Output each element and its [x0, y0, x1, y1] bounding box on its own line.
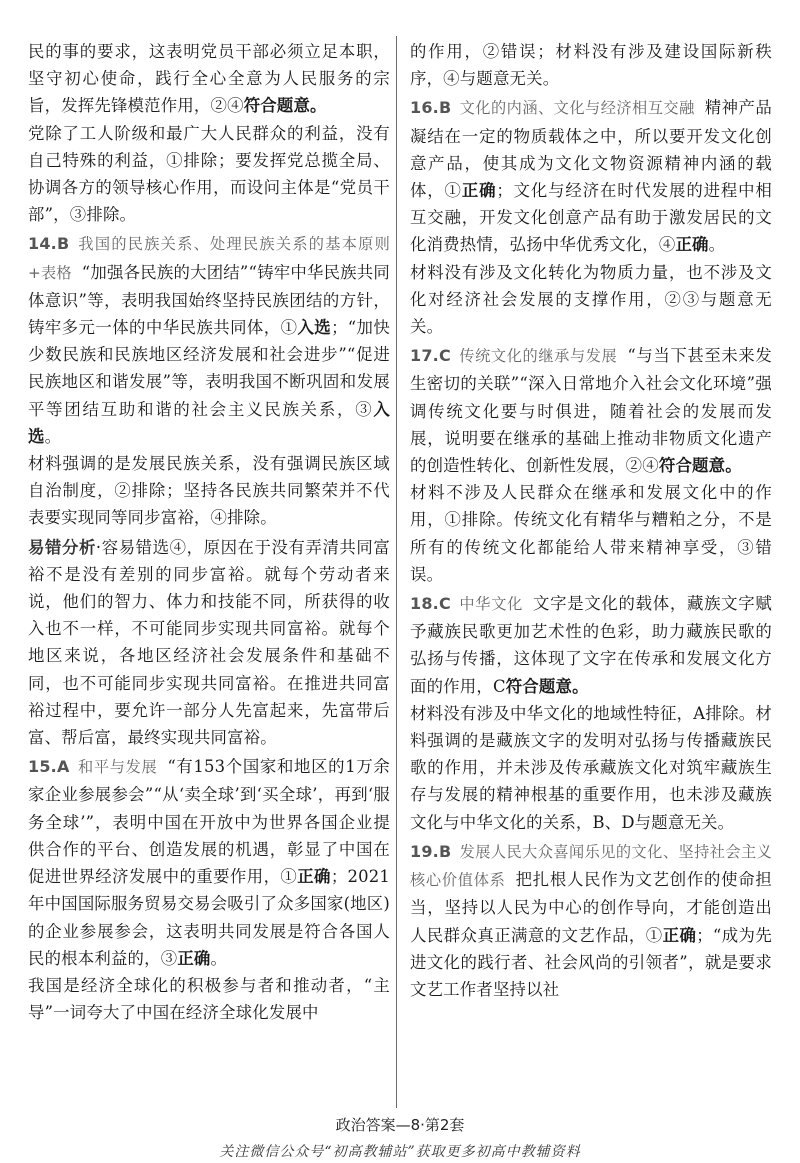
error-analysis-text: ·容易错选④，原因在于没有弄清共同富裕不是没有差别的同步富裕。就每个劳动者来说，他们的智力、体力和技能不同，所获得的收入也不一样，不可能同步实现共同富裕。就每个地区来说，各地区经济社会发展条件和基础不同，也不可能同步实现共同富裕。在推进共同富裕过程中，要允许一部分人先富起来，先富带后富、帮后富，最终实现共同富裕。 [28, 537, 390, 748]
q16-verdict-1: 正确 [461, 181, 497, 201]
q16-knowledge-point: 文化的内涵、文化与经济相互交融 [459, 99, 695, 118]
q19-knowledge-point: 发展人民大众喜闻乐见的文化、坚持社会主义核心价值体系 [410, 842, 772, 890]
q15-text-2: ；2021年中国国际服务贸易交易会吸引了众多国家(地区)的企业参展参会，这表明共同发展是符合各国人民的根本利益的，③ [28, 867, 390, 968]
q19-answer [410, 838, 772, 1003]
q14-text-1: “加强各民族的大团结”“铸牢中华民族共同体意识”等，表明我国始终坚持民族团结的方针，铸牢多元一体的中华民族共同体，① [28, 262, 391, 338]
q15-verdict-1: 正确 [297, 867, 331, 887]
q14-answer [28, 230, 390, 450]
error-analysis-label: 易错分析 [28, 537, 96, 557]
q18-verdict-1: 符合题意。 [505, 676, 589, 696]
q16-number: 16.B [410, 98, 452, 118]
q14-number: 14.B [28, 234, 70, 254]
q14-text-2: ；“加快少数民族和民族地区经济发展和社会进步”“促进民族地区和谐发展”等，表明我国不断巩固和发展平等团结互助和谐的社会主义民族关系，③ [28, 318, 390, 419]
q19-number: 19.B [410, 841, 452, 861]
q15-continued: 的作用，②错误；材料没有涉及建设国际新秩序，④与题意无关。 [410, 42, 772, 89]
q17-answer [410, 342, 772, 479]
q15-analysis: 我国是经济全球化的积极参与者和推动者，“主导”一词夸大了中国在经济全球化发展中 [28, 975, 390, 1023]
q18-answer [410, 590, 772, 700]
q17-text-1: “与当下甚至未来发生密切的关联”“深入日常地介入社会文化环境”强调传统文化要与时俱进，随着社会的发展而发展，说明要在继承的基础上推动非物质文化遗产的创造性转化、创新性发展，②④ [410, 346, 772, 476]
q15-text-3: 。 [210, 948, 228, 968]
q15-answer [28, 753, 390, 972]
q18-analysis: 材料没有涉及中华文化的地域性特征，A排除。材料强调的是藏族文字的发明对弘扬与传播藏族民歌的作用，并未涉及传承藏族文化对筑牢藏族生存与发展的精神根基的重要作用，也未涉及藏族文化与中华文化的关系，B、D与题意无关。 [410, 703, 772, 832]
q14-error-analysis [28, 534, 390, 752]
q17-knowledge-point: 传统文化的继承与发展 [458, 347, 618, 366]
promo-note: 关注微信公众号“初高教辅站”获取更多初高中教辅资料 [219, 1144, 581, 1160]
q13-analysis: 党除了工人阶级和最广大人民群众的利益，没有自己特殊的利益，①排除；要发挥党总揽全局、协调各方的领导核心作用，而设问主体是“党员干部”，③排除。 [28, 123, 390, 225]
q13-text: 民的事的要求，这表明党员干部必须立足本职，坚守初心使命，践行全心全意为人民服务的宗旨，发挥先锋模范作用，②④ [28, 42, 390, 116]
page-footer: 政治答案—8·第2套 [335, 1116, 465, 1134]
q16-text-1: 精神产品凝结在一定的物质载体之中，所以要开发文化创意产品，使其成为文化文物资源精神内涵的载体，① [410, 98, 772, 201]
q18-text-1: 文字是文化的载体，藏族文字赋予藏族民歌更加艺术性的色彩，助力藏族民歌的弘扬与传播，这体现了文字在传承和发展文化方面的作用，C [410, 594, 772, 696]
q18-knowledge-point: 中华文化 [458, 595, 524, 614]
left-column [28, 38, 390, 1026]
q15-number: 15.A [28, 757, 70, 777]
q16-answer [410, 94, 772, 258]
q15-verdict-2: 正确 [177, 948, 211, 968]
q14-verdict-1: 入选 [297, 318, 332, 338]
q15-text-1: “有153个国家和地区的1万余家企业参展参会”“从‘卖全球’到‘买全球’，再到‘服务全球’”，表明中国在开放中为世界各国企业提供合作的平台、创造发展的机遇，彰显了中国在促进世界经济发展中的重要作用，① [28, 757, 390, 887]
q16-text-2: ；文化与经济在时代发展的进程中相互交融，开发文化创意产品有助于激发居民的文化消费热情，弘扬中华优秀文化，④ [410, 181, 772, 255]
right-column [410, 38, 772, 1003]
column-divider [396, 36, 397, 1108]
q16-text-3: 。 [708, 235, 726, 255]
q13-continued [28, 38, 390, 120]
q18-number: 18.C [410, 594, 451, 614]
q16-verdict-2: 正确 [675, 235, 709, 255]
q14-analysis: 材料强调的是发展民族关系，没有强调民族区域自治制度，②排除；坚持各民族共同繁荣并不代表要实现同等同步富裕，④排除。 [28, 454, 390, 528]
q17-analysis: 材料不涉及人民群众在继承和发展文化中的作用，①排除。传统文化有精华与糟粕之分，不是所有的传统文化都能给人带来精神享受，③错误。 [410, 483, 772, 584]
q19-text-2: ；“成为先进文化的践行者、社会风尚的引领者”，就是要求文艺工作者坚持以社 [410, 925, 772, 999]
q14-knowledge-point: 我国的民族关系、处理民族关系的基本原则+表格 [28, 235, 390, 282]
q17-verdict-1: 符合题意。 [658, 456, 742, 476]
q14-verdict-2: 入选 [28, 399, 390, 446]
q19-verdict-1: 正确 [662, 925, 697, 945]
q16-analysis: 材料没有涉及文化转化为物质力量，也不涉及文化对经济社会发展的支撑作用，②③与题意无关。 [410, 262, 772, 337]
q15-knowledge-point: 和平与发展 [77, 758, 158, 777]
q19-text-1: 把扎根人民作为文艺创作的使命担当，坚持以人民为中心的创作导向，才能创造出人民群众真正满意的文艺作品，① [410, 870, 773, 945]
q13-verdict: 符合题意。 [243, 96, 327, 116]
q17-number: 17.C [410, 346, 451, 366]
q14-text-3: 。 [44, 426, 62, 446]
